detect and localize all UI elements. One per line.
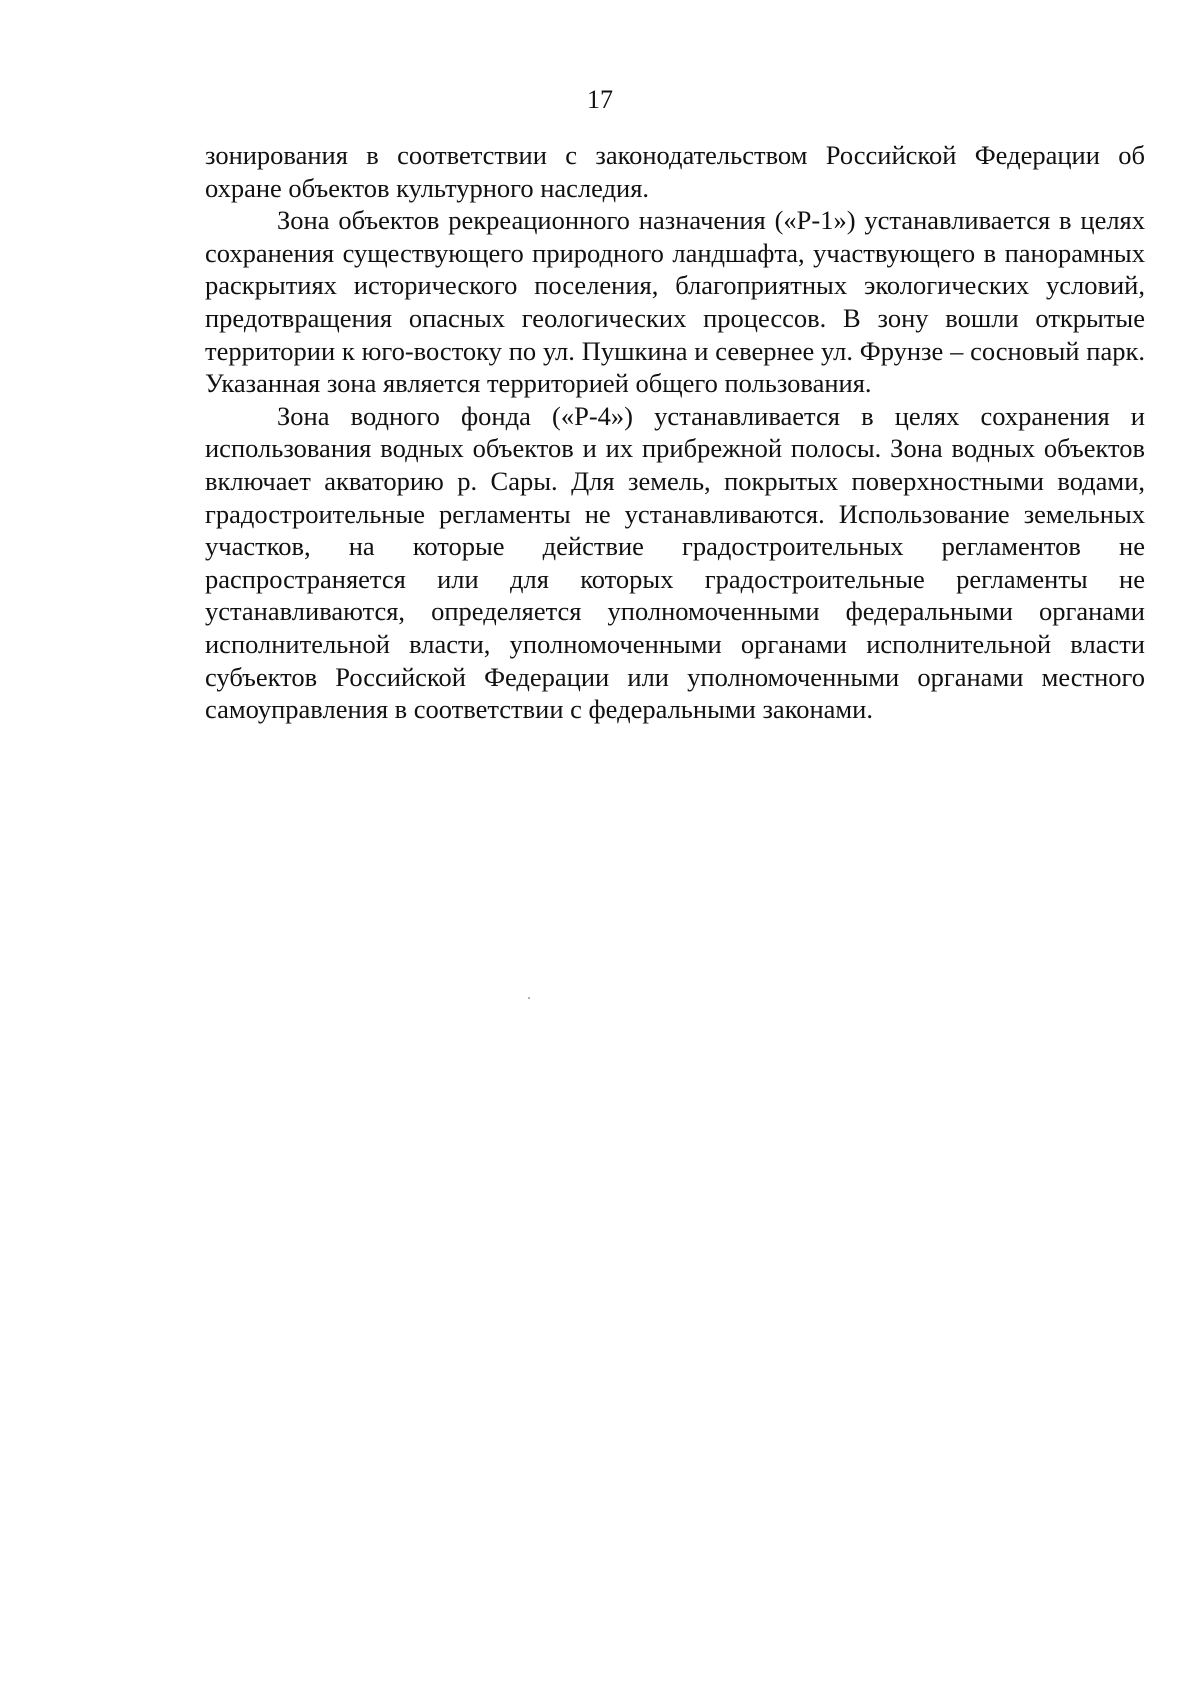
paragraph-continuation: зонирования в соответствии с законодательством Российской Федерации об охране объектов культурного наследия. xyxy=(205,140,1145,203)
paragraph-water-fund-zone: Зона водного фонда («Р-4») устанавливается в целях сохранения и использования водных объектов и их прибрежной полосы. Зона водных объектов включает акваторию р. Сары. Для земель, покрытых поверхностными водами, градостроительные регламенты не устанавливаются. Использование земельных участков, на которые действие градостроительных регламентов не распространяется или для которых градостроительные регламенты не устанавливаются, определяется уполномоченными федеральными органами исполнительной власти, уполномоченными органами исполнительной власти субъектов Российской Федерации или уполномоченными органами местного самоуправления в соответствии с федеральными законами. xyxy=(205,400,1145,725)
scan-speck xyxy=(528,997,530,999)
paragraph-recreation-zone: Зона объектов рекреационного назначения («Р-1») устанавливается в целях сохранения существующего природного ландшафта, участвующего в панорамных раскрытиях исторического поселения, благоприятных экологических условий, предотвращения опасных геологических процессов. В зону вошли открытые территории к юго-востоку по ул. Пушкина и севернее ул. Фрунзе – сосновый парк. Указанная зона является территорией общего пользования. xyxy=(205,205,1145,399)
document-body xyxy=(205,139,1145,726)
page-number: 17 xyxy=(587,85,613,114)
